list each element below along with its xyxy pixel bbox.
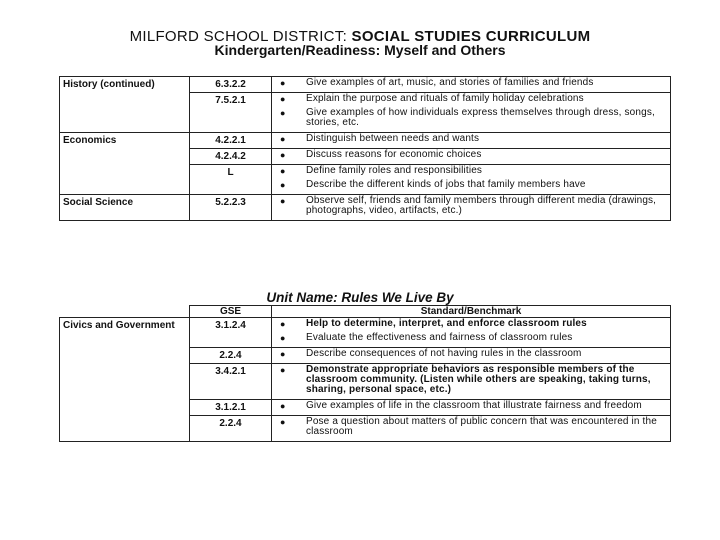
- table-row: [60, 133, 671, 149]
- standard-cell: [272, 416, 671, 442]
- content-area-cell: [60, 416, 190, 442]
- standard-cell: [272, 348, 671, 364]
- content-area-cell: [60, 348, 190, 364]
- standard-item: [276, 365, 670, 395]
- gse-code-cell: 2.2.4: [190, 348, 272, 364]
- bullet-icon: ●: [280, 196, 286, 206]
- standard-cell: [272, 318, 671, 348]
- bullet-icon: ●: [280, 417, 286, 427]
- content-area-cell: [60, 364, 190, 400]
- standard-text: Define family roles and responsibilities: [306, 165, 483, 176]
- standard-text: Discuss reasons for economic choices: [306, 149, 482, 160]
- bullet-icon: ●: [280, 180, 286, 190]
- gse-code-cell: 7.5.2.1: [190, 93, 272, 133]
- standard-cell: [272, 165, 671, 195]
- content-area-cell: Economics: [60, 133, 190, 149]
- bullet-icon: ●: [280, 94, 286, 104]
- unit-title: Unit Name: Rules We Live By: [266, 290, 454, 305]
- standard-cell: [272, 195, 671, 221]
- standard-text: Evaluate the effectiveness and fairness of classroom rules: [306, 332, 573, 343]
- bullet-icon: ●: [280, 78, 286, 88]
- gse-code-cell: 3.4.2.1: [190, 364, 272, 400]
- content-area-cell: Social Science: [60, 195, 190, 221]
- content-area-cell: [60, 149, 190, 165]
- curriculum-table-1: [59, 76, 671, 221]
- table-row: [60, 195, 671, 221]
- table-row: [60, 364, 671, 400]
- content-area-cell: Civics and Government: [60, 318, 190, 348]
- standard-text: Describe consequences of not having rules in the classroom: [306, 348, 582, 359]
- standard-text: Demonstrate appropriate behaviors as responsible members of the classroom community. (Listen while others are speaking, taking turns, sharing, personal space, etc.): [306, 364, 651, 395]
- standard-text: Give examples of how individuals express themselves through dress, songs, stories, etc.: [306, 107, 655, 128]
- standard-cell: [272, 400, 671, 416]
- standard-cell: [272, 93, 671, 133]
- standard-text: Give examples of art, music, and stories of families and friends: [306, 77, 594, 88]
- gse-code-cell: 5.2.2.3: [190, 195, 272, 221]
- standard-item: [276, 333, 670, 343]
- standard-item: [276, 134, 670, 144]
- standard-cell: [272, 364, 671, 400]
- standard-text: Observe self, friends and family members through different media (drawings, photographs, video, artifacts, etc.): [306, 195, 657, 216]
- standard-text: Distinguish between needs and wants: [306, 133, 480, 144]
- district-name: MILFORD SCHOOL DISTRICT:: [129, 28, 348, 45]
- table-row: [60, 165, 671, 195]
- standard-cell: [272, 133, 671, 149]
- bullet-icon: ●: [280, 319, 286, 329]
- curriculum-table-2: [59, 305, 671, 442]
- gse-code-cell: 3.1.2.4: [190, 318, 272, 348]
- standard-item: [276, 78, 670, 88]
- header-blank: [60, 306, 190, 318]
- bullet-icon: ●: [280, 108, 286, 118]
- table-row: [60, 318, 671, 348]
- bullet-icon: ●: [280, 166, 286, 176]
- bullet-icon: ●: [280, 349, 286, 359]
- standard-item: [276, 108, 670, 128]
- standard-item: [276, 349, 670, 359]
- standard-item: [276, 417, 670, 437]
- table-row: [60, 149, 671, 165]
- standard-item: [276, 150, 670, 160]
- content-area-cell: [60, 165, 190, 195]
- standard-item: [276, 401, 670, 411]
- gse-code-cell: L: [190, 165, 272, 195]
- standard-item: [276, 180, 670, 190]
- bullet-icon: ●: [280, 134, 286, 144]
- gse-code-cell: 6.3.2.2: [190, 77, 272, 93]
- bullet-icon: ●: [280, 401, 286, 411]
- standard-text: Describe the different kinds of jobs that family members have: [306, 179, 586, 190]
- standard-text: Pose a question about matters of public concern that was encountered in the classroom: [306, 416, 657, 437]
- curriculum-name: SOCIAL STUDIES CURRICULUM: [351, 28, 591, 45]
- table-row: [60, 93, 671, 133]
- standard-cell: [272, 149, 671, 165]
- document-subtitle: Kindergarten/Readiness: Myself and Others: [214, 42, 506, 58]
- bullet-icon: ●: [280, 150, 286, 160]
- bullet-icon: ●: [280, 333, 286, 343]
- header-gse: GSE: [190, 306, 272, 318]
- table-row: [60, 77, 671, 93]
- standard-text: Give examples of life in the classroom that illustrate fairness and freedom: [306, 400, 642, 411]
- table-row: [60, 348, 671, 364]
- standard-cell: [272, 77, 671, 93]
- table-row: [60, 400, 671, 416]
- content-area-cell: [60, 93, 190, 133]
- standard-item: [276, 166, 670, 176]
- table-header-row: [60, 306, 671, 318]
- gse-code-cell: 3.1.2.1: [190, 400, 272, 416]
- standard-text: Explain the purpose and rituals of family holiday celebrations: [306, 93, 584, 104]
- standard-item: [276, 94, 670, 104]
- standard-item: [276, 319, 670, 329]
- gse-code-cell: 4.2.4.2: [190, 149, 272, 165]
- bullet-icon: ●: [280, 365, 286, 375]
- header-standard: Standard/Benchmark: [272, 306, 671, 318]
- table-row: [60, 416, 671, 442]
- content-area-cell: History (continued): [60, 77, 190, 93]
- gse-code-cell: 4.2.2.1: [190, 133, 272, 149]
- standard-text: Help to determine, interpret, and enforce classroom rules: [306, 318, 587, 329]
- gse-code-cell: 2.2.4: [190, 416, 272, 442]
- content-area-cell: [60, 400, 190, 416]
- standard-item: [276, 196, 670, 216]
